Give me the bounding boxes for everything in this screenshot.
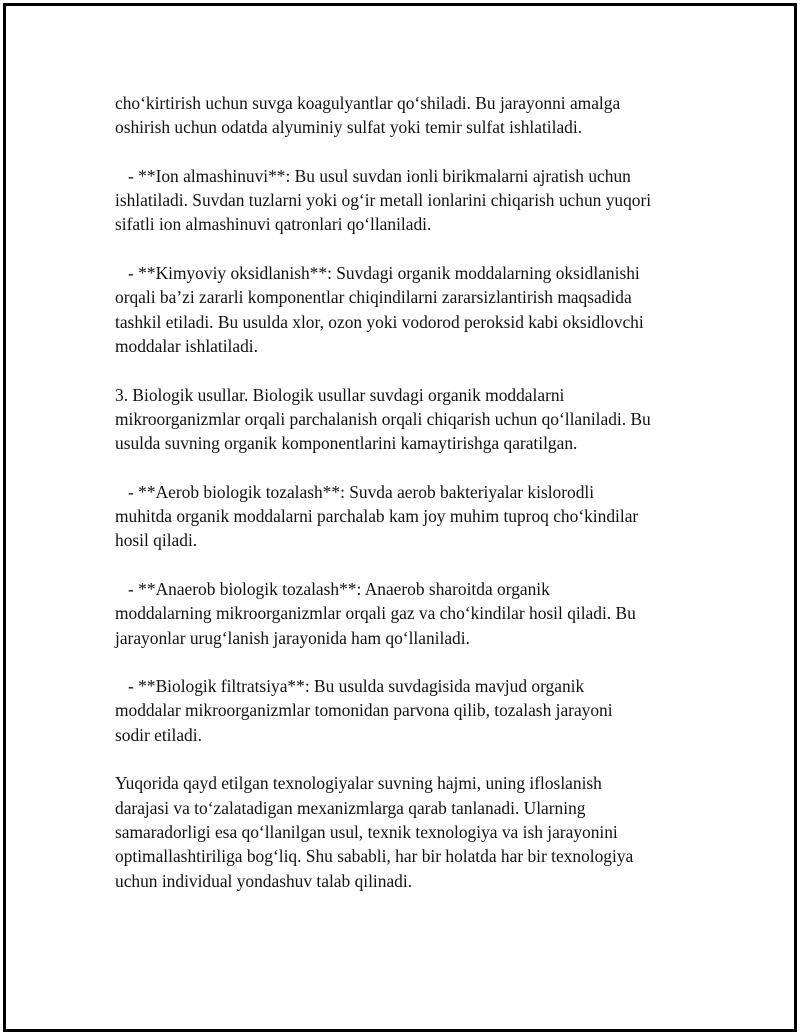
text-line: cho‘kirtirish uchun suvga koagulyantlar qo‘shiladi. Bu jarayonni amalga (115, 93, 621, 113)
paragraph-gap (115, 455, 695, 479)
document-body (115, 91, 695, 893)
text-line: - **Ion almashinuvi**: Bu usul suvdan ionli birikmalarni ajratish uchun (115, 165, 631, 186)
text-line: muhitda organik moddalarni parchalab kam joy muhim tuproq cho‘kindilar (115, 506, 639, 527)
text-line: - **Aerob biologik tozalash**: Suvda aerob bakteriyalar kislorodli (115, 481, 595, 502)
text-line: jarayonlar urug‘lanish jarayonida ham qo‘llaniladi. (115, 627, 470, 648)
text-line: - **Biologik filtratsiya**: Bu usulda suvdagisida mavjud organik (115, 676, 585, 697)
text-line: hosil qiladi. (115, 530, 198, 551)
paragraph-bio-filtration (115, 674, 695, 747)
paragraph-gap (115, 650, 695, 674)
text-line: - **Anaerob biologik tozalash**: Anaerob sharoitda organik (115, 578, 550, 599)
text-line: orqali ba’zi zararli komponentlar chiqindilarni zararsizlantirish maqsadida (115, 287, 632, 308)
paragraph-gap (115, 140, 695, 164)
paragraph-gap (115, 747, 695, 771)
text-line: - **Kimyoviy oksidlanish**: Suvdagi organik moddalarning oksidlanishi (115, 263, 640, 284)
paragraph-gap (115, 553, 695, 577)
text-line: samaradorligi esa qo‘llanilgan usul, texnik texnologiya va ish jarayonini (115, 821, 618, 842)
text-line: optimallashtiriliga bog‘liq. Shu sababli, har bir holatda har bir texnologiya (115, 846, 634, 867)
paragraph-anaerobic (115, 577, 695, 650)
paragraph-conclusion (115, 771, 695, 892)
text-line: Yuqorida qayd etilgan texnologiyalar suvning hajmi, uning ifloslanish (115, 773, 602, 794)
paragraph-chemical-oxidation (115, 261, 695, 358)
text-line: darajasi va to‘zalatadigan mexanizmlarga qarab tanlanadi. Ularning (115, 797, 586, 818)
text-line: sifatli ion almashinuvi qatronlari qo‘llaniladi. (115, 214, 432, 235)
paragraph-gap (115, 237, 695, 261)
text-line: moddalarning mikroorganizmlar orqali gaz va cho‘kindilar hosil qiladi. Bu (115, 603, 636, 624)
text-line: tashkil etiladi. Bu usulda xlor, ozon yoki vodorod peroksid kabi oksidlovchi (115, 311, 644, 332)
text-line: moddalar ishlatiladi. (115, 335, 258, 356)
text-line: sodir etiladi. (115, 724, 202, 745)
paragraph-aerobic (115, 480, 695, 553)
text-line: usulda suvning organik komponentlarini kamaytirishga qaratilgan. (115, 433, 578, 454)
paragraph-ion-exchange (115, 164, 695, 237)
paragraph-gap (115, 358, 695, 382)
text-line: ishlatiladi. Suvdan tuzlarni yoki og‘ir metall ionlarini chiqarish uchun yuqori (115, 190, 652, 211)
text-line: moddalar mikroorganizmlar tomonidan parvona qilib, tozalash jarayoni (115, 700, 613, 721)
text-line: oshirish uchun odatda alyuminiy sulfat yoki temir sulfat ishlatiladi. (115, 117, 583, 138)
text-line: uchun individual yondashuv talab qilinadi. (115, 870, 413, 891)
text-line: 3. Biologik usullar. Biologik usullar suvdagi organik moddalarni (115, 384, 565, 405)
paragraph-biological-methods (115, 383, 695, 456)
text-line: mikroorganizmlar orqali parchalanish orqali chiqarish uchun qo‘llaniladi. Bu (115, 408, 651, 429)
paragraph-intro-continued (115, 91, 695, 140)
